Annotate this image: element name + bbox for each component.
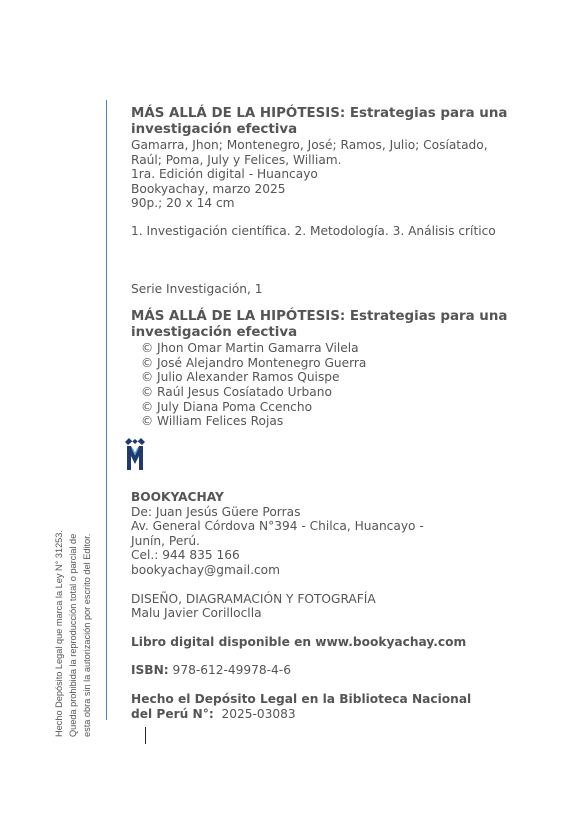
isbn-value: 978-612-49978-4-6 <box>168 663 291 678</box>
copyright-item: © Jhon Omar Martin Gamarra Vilela <box>141 341 359 356</box>
publisher-address: Junín, Perú. <box>131 533 200 548</box>
copyright-item: © July Diana Poma Ccencho <box>141 399 313 414</box>
side-note-line: Hecho Depósito Legal que marca la Ley N° 31253. <box>54 530 64 737</box>
margin-rule <box>106 100 107 720</box>
series: Serie Investigación, 1 <box>131 281 263 296</box>
digital-availability: Libro digital disponible en www.bookyachay.com <box>131 634 467 649</box>
title-line: MÁS ALLÁ DE LA HIPÓTESIS: Estrategias para una <box>131 106 508 121</box>
isbn-label: ISBN: <box>131 663 169 678</box>
publisher-director: De: Juan Jesús Güere Porras <box>131 504 301 519</box>
book-title-repeat <box>131 309 511 341</box>
publisher-logo-icon <box>124 436 146 472</box>
design-name: Malu Javier Corilloclla <box>131 606 262 621</box>
legal-side-note <box>52 530 94 737</box>
legal-deposit: Hecho el Depósito Legal en la Biblioteca Nacional <box>131 691 472 706</box>
authors-line: Raúl; Poma, July y Felices, William. <box>131 152 342 167</box>
copyright-list <box>131 341 511 429</box>
side-note-line: esta obra sin la autorización por escrito del Editor. <box>82 533 92 737</box>
title-line: investigación efectiva <box>131 122 298 137</box>
pages-size: 90p.; 20 x 14 cm <box>131 196 235 211</box>
cursor-mark <box>145 727 146 744</box>
edition: 1ra. Edición digital - Huancayo <box>131 167 318 182</box>
title-line: investigación efectiva <box>131 325 298 341</box>
book-title <box>131 106 511 138</box>
publisher-address: Av. General Córdova N°394 - Chilca, Huancayo - <box>131 519 424 534</box>
legal-deposit-number <box>131 707 511 722</box>
catalog-record <box>131 106 511 429</box>
title-line: MÁS ALLÁ DE LA HIPÓTESIS: Estrategias para una <box>131 309 508 325</box>
deposit-label: del Perú N°: <box>131 706 214 721</box>
publisher-phone: Cel.: 944 835 166 <box>131 548 240 563</box>
authors <box>131 138 511 167</box>
copyright-item: © Raúl Jesus Cosíatado Urbano <box>141 384 332 399</box>
publisher-name: BOOKYACHAY <box>131 490 224 504</box>
isbn <box>131 663 511 678</box>
publisher-info <box>131 490 511 721</box>
authors-line: Gamarra, Jhon; Montenegro, José; Ramos, Julio; Cosíatado, <box>131 138 488 152</box>
design-label: DISEÑO, DIAGRAMACIÓN Y FOTOGRAFÍA <box>131 591 376 606</box>
side-note-line: Queda prohibida la reproducción total o parcial de <box>68 533 78 737</box>
deposit-value: 2025-03083 <box>213 706 296 721</box>
publisher-date: Bookyachay, marzo 2025 <box>131 181 286 196</box>
publisher-email: bookyachay@gmail.com <box>131 562 280 577</box>
copyright-item: © Julio Alexander Ramos Quispe <box>141 370 340 385</box>
copyright-item: © William Felices Rojas <box>141 414 284 429</box>
copyright-item: © José Alejandro Montenegro Guerra <box>141 355 367 370</box>
subjects: 1. Investigación científica. 2. Metodología. 3. Análisis crítico <box>131 223 496 238</box>
